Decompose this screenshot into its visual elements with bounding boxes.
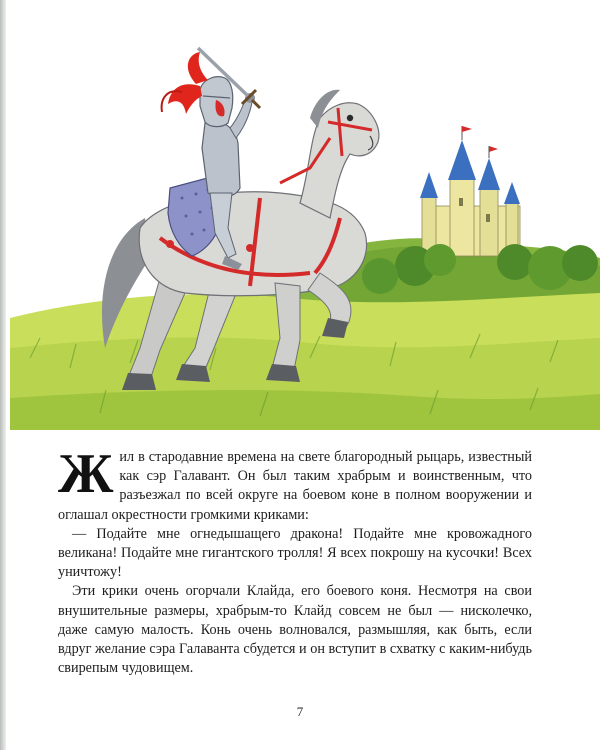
story-text	[58, 443, 532, 678]
story-paragraph-3: Эти крики очень огорчали Клайда, его боевого коня. Несмотря на свои внушительные размеры, храбрым-то Клайд совсем не был — нисколечко, даже самую малость. Конь очень волновался, размышляя, как быть, если вдруг желание сэра Галаванта сбудется и он вступит в схватку с каким-нибудь свирепым чудовищем.	[58, 583, 532, 677]
castle	[420, 126, 520, 256]
story-paragraph-1-text: ил в стародавние времена на свете благородный рыцарь, известный как сэр Галавант. Он был таким храбрым и воинственным, что разъезжал по всей округе на боевом коне в полном вооружении и оглашал окрестности громкими криками:	[58, 449, 532, 523]
page-gutter-shadow	[0, 0, 6, 750]
drop-cap: Ж	[58, 443, 114, 505]
story-paragraph-2: — Подайте мне огнедышащего дракона! Подайте мне кровожадного великана! Подайте мне гигантского тролля! Я всех покрошу на кусочки! Всех уничтожу!	[58, 525, 532, 581]
illustration	[10, 18, 600, 430]
story-paragraph-1	[58, 443, 532, 525]
knight-horse-illustration	[10, 18, 600, 430]
page-number: 7	[296, 704, 304, 719]
